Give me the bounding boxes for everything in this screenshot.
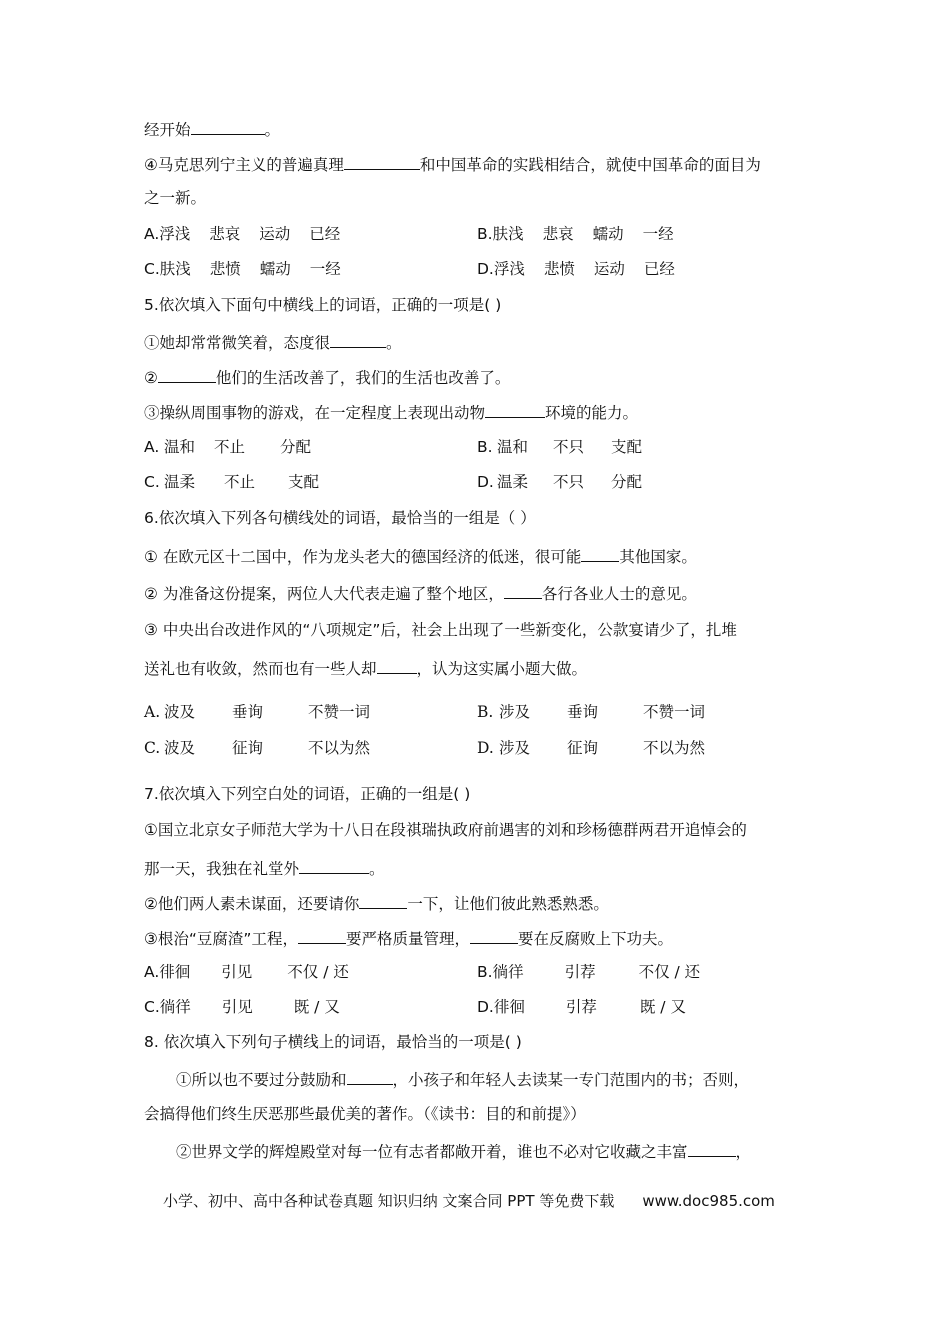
text: 。 [386, 334, 402, 352]
blank [298, 927, 346, 944]
option-label: C. [144, 998, 160, 1016]
option-label: B. [477, 963, 493, 981]
option-word: 垂询 [567, 703, 599, 721]
option-word: 垂询 [232, 703, 264, 721]
text: ④马克思列宁主义的普遍真理 [144, 156, 344, 174]
option-label: D. [477, 260, 494, 278]
text: ①所以也不要过分鼓励和 [176, 1071, 347, 1089]
option-word: 悲哀 [542, 225, 574, 243]
blank [359, 892, 407, 909]
q4-sentence-4-cont: 之一新。 [144, 189, 207, 207]
blank [344, 153, 420, 170]
blank [158, 366, 216, 383]
q8-sentence-1 [176, 1068, 749, 1090]
option-word: 肤浅 [492, 225, 524, 243]
option-word: 引荐 [565, 998, 597, 1016]
option-word: 引见 [221, 963, 253, 981]
q7-sentence-3 [144, 927, 673, 949]
text: ① 在欧元区十二国中，作为龙头老大的德国经济的低迷，很可能 [144, 548, 582, 566]
footer-site-link[interactable]: www.doc985.com [642, 1192, 775, 1210]
text: ， [735, 1143, 752, 1161]
option-word: 涉及 [499, 739, 531, 757]
option-label: A. [144, 963, 160, 981]
option-word: 温柔 [497, 473, 529, 491]
q6-option-d[interactable] [477, 738, 705, 758]
footer-text: 小学、初中、高中各种试卷真题 知识归纳 文案合同 PPT 等免费下载 [163, 1192, 615, 1210]
option-word: 一经 [642, 225, 674, 243]
text: 那一天，我独在礼堂外 [144, 860, 300, 878]
q6-sentence-3: ③ 中央出台改进作风的“八项规定”后，社会上出现了一些新变化，公款宴请少了，扎堆 [144, 621, 737, 639]
text: 他们的生活改善了，我们的生活也改善了。 [215, 369, 511, 387]
option-word: 温柔 [164, 473, 196, 491]
q7-option-d[interactable] [477, 997, 686, 1017]
option-word: 已经 [643, 260, 675, 278]
option-label: A. [144, 703, 161, 721]
option-word: 不赞一词 [308, 703, 371, 721]
blank [581, 545, 619, 562]
q7-sentence-1-cont [144, 857, 385, 879]
option-word: 温和 [497, 438, 529, 456]
blank [330, 331, 386, 348]
option-word: 浮浅 [159, 225, 191, 243]
option-word: 不止 [224, 473, 256, 491]
option-label: B. [477, 438, 493, 456]
page-footer [163, 1191, 775, 1211]
q6-option-c[interactable] [144, 738, 370, 758]
q7-stem: 7.依次填入下列空白处的词语，正确的一组是( ) [144, 785, 471, 803]
q5-option-a[interactable] [144, 437, 311, 457]
q6-sentence-2 [144, 582, 697, 604]
option-word: 不以为然 [308, 739, 371, 757]
option-word: 温和 [164, 438, 196, 456]
text: 。 [369, 860, 385, 878]
text: 要严格质量管理， [345, 930, 470, 948]
option-word: 已经 [309, 225, 341, 243]
option-word: 分配 [280, 438, 312, 456]
option-label: B. [477, 703, 494, 721]
q8-stem: 8. 依次填入下列句子横线上的词语，最恰当的一项是( ) [144, 1033, 522, 1051]
option-word: 浮浅 [493, 260, 525, 278]
option-word: 肤浅 [159, 260, 191, 278]
q6-stem: 6.依次填入下列各句横线处的词语，最恰当的一组是（ ） [144, 509, 536, 527]
q5-sentence-1 [144, 331, 402, 353]
blank [688, 1140, 736, 1157]
option-label: D. [477, 739, 494, 757]
option-label: A. [144, 225, 160, 243]
option-label: C. [144, 739, 161, 757]
text: ，小孩子和年轻人去读某一专门范围内的书；否则， [392, 1071, 750, 1089]
text: ③操纵周围事物的游戏，在一定程度上表现出动物 [144, 404, 486, 422]
option-word: 引荐 [564, 963, 596, 981]
option-word: 不赞一词 [643, 703, 706, 721]
q6-sentence-1 [144, 545, 697, 567]
q6-option-b[interactable] [477, 702, 705, 722]
q8-sentence-1-cont: 会搞得他们终生厌恶那些最优美的著作。（《读书：目的和前提》） [144, 1105, 586, 1123]
text: ②他们两人素未谋面，还要请你 [144, 895, 360, 913]
option-word: 运动 [593, 260, 625, 278]
q7-sentence-2 [144, 892, 609, 914]
option-word: 运动 [259, 225, 291, 243]
option-word: 不止 [214, 438, 246, 456]
text: 。 [264, 121, 281, 139]
q5-sentence-2 [144, 366, 510, 388]
q5-sentence-3 [144, 401, 638, 423]
blank [377, 657, 417, 674]
option-label: D. [477, 473, 494, 491]
option-label: B. [477, 225, 493, 243]
blank [470, 927, 518, 944]
text: ①她却常常微笑着，态度很 [144, 334, 331, 352]
option-word: 不只 [553, 473, 585, 491]
option-word: 不仅 / 还 [638, 963, 701, 981]
q8-sentence-2 [176, 1140, 751, 1162]
option-label: C. [144, 260, 160, 278]
option-word: 引见 [221, 998, 253, 1016]
option-word: 不只 [553, 438, 585, 456]
option-word: 不以为然 [643, 739, 706, 757]
option-word: 徜徉 [492, 963, 524, 981]
option-word: 蠕动 [592, 225, 624, 243]
text: 其他国家。 [619, 548, 697, 566]
q4-option-a[interactable] [144, 224, 340, 244]
option-label: A. [144, 438, 160, 456]
text: 各行各业人士的意见。 [541, 585, 697, 603]
text: 和中国革命的实践相结合，就使中国革命的面目为 [419, 156, 761, 174]
q4-option-b[interactable] [477, 224, 674, 244]
blank [504, 582, 542, 599]
option-label: D. [477, 998, 494, 1016]
q5-option-c[interactable] [144, 472, 319, 492]
option-word: 波及 [164, 703, 196, 721]
option-word: 分配 [611, 473, 643, 491]
option-word: 既 / 又 [293, 998, 340, 1016]
q5-option-b[interactable] [477, 437, 642, 457]
option-word: 支配 [288, 473, 320, 491]
blank [485, 401, 545, 418]
option-word: 征询 [232, 739, 264, 757]
q7-option-b[interactable] [477, 962, 700, 982]
text: 经开始 [144, 121, 191, 139]
option-word: 悲哀 [209, 225, 241, 243]
q4-option-c[interactable] [144, 259, 341, 279]
blank [191, 118, 265, 135]
option-label: C. [144, 473, 160, 491]
q6-sentence-3-cont [144, 657, 587, 679]
q7-option-a[interactable] [144, 962, 349, 982]
option-word: 徜徉 [159, 998, 191, 1016]
blank [299, 857, 369, 874]
text: ③根治“豆腐渣”工程， [144, 930, 298, 948]
q7-option-c[interactable] [144, 997, 340, 1017]
q5-option-d[interactable] [477, 472, 642, 492]
option-word: 徘徊 [159, 963, 191, 981]
option-word: 蠕动 [259, 260, 291, 278]
option-word: 既 / 又 [639, 998, 686, 1016]
option-word: 不仅 / 还 [287, 963, 349, 981]
text: 要在反腐败上下功夫。 [517, 930, 673, 948]
text: 一下，让他们彼此熟悉熟悉。 [407, 895, 609, 913]
text: ，认为这实属小题大做。 [416, 660, 588, 678]
option-word: 悲愤 [209, 260, 241, 278]
option-word: 支配 [611, 438, 643, 456]
text: 送礼也有收敛，然而也有一些人却 [144, 660, 377, 678]
blank [347, 1068, 393, 1085]
q7-sentence-1: ①国立北京女子师范大学为十八日在段祺瑞执政府前遇害的刘和珍杨德群两君开追悼会的 [144, 821, 747, 839]
q5-stem: 5.依次填入下面句中横线上的词语，正确的一项是( ) [144, 296, 502, 314]
text: ② [144, 369, 158, 387]
text: ② 为准备这份提案，两位人大代表走遍了整个地区， [144, 585, 504, 603]
text: ②世界文学的辉煌殿堂对每一位有志者都敞开着，谁也不必对它收藏之丰富 [176, 1143, 688, 1161]
option-word: 悲愤 [543, 260, 575, 278]
text: 环境的能力。 [545, 404, 639, 422]
q4-sentence-4 [144, 153, 761, 175]
option-word: 徘徊 [493, 998, 525, 1016]
option-word: 波及 [164, 739, 196, 757]
option-word: 涉及 [499, 703, 531, 721]
q6-option-a[interactable] [144, 702, 370, 722]
option-word: 一经 [309, 260, 341, 278]
q4-line-cont [144, 118, 280, 140]
option-word: 征询 [567, 739, 599, 757]
q4-option-d[interactable] [477, 259, 675, 279]
